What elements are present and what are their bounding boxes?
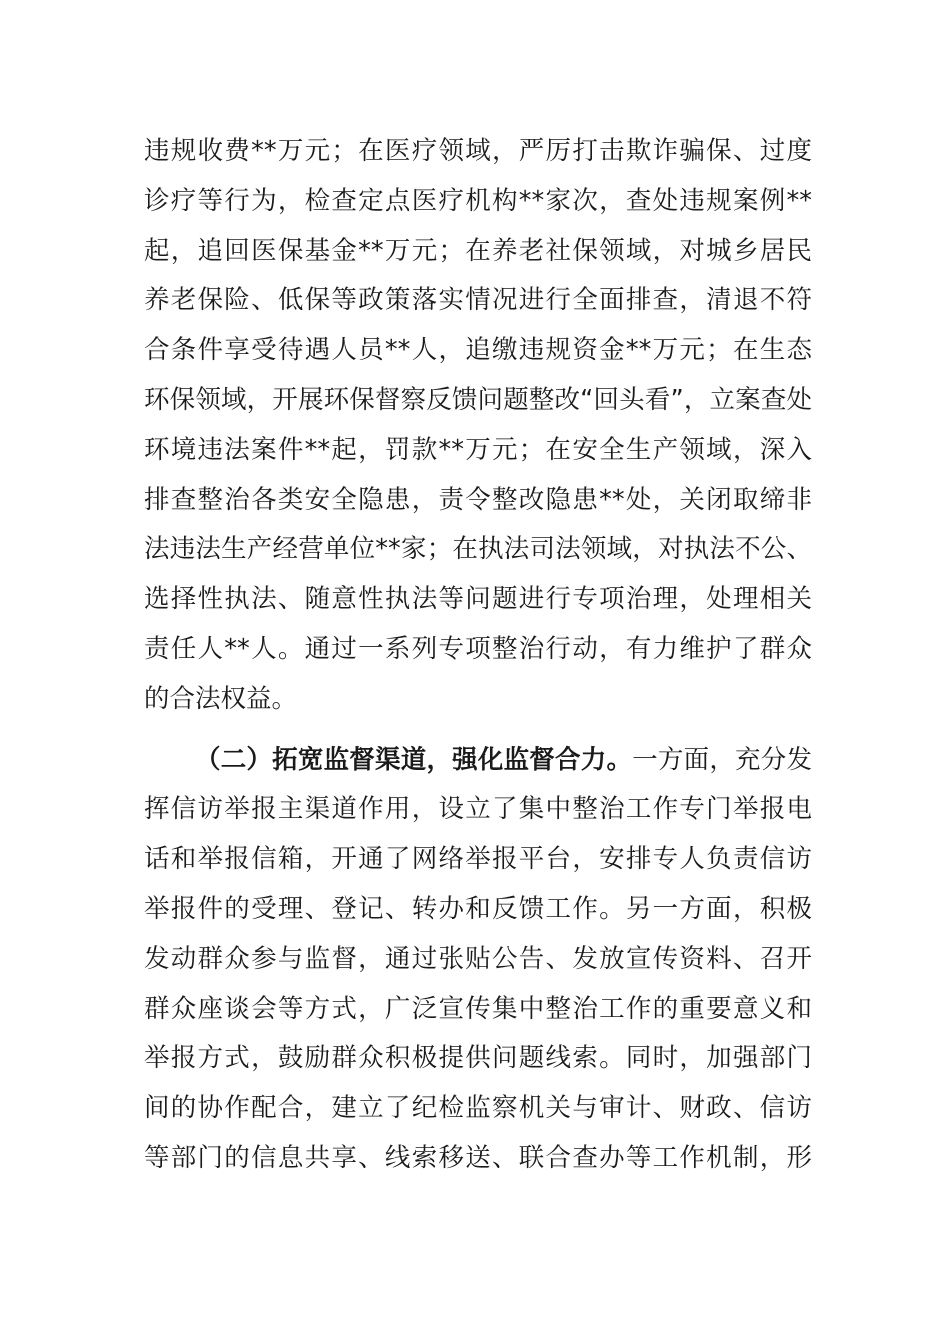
text-line: 举报件的受理、登记、转办和反馈工作。另一方面，积极 [144, 893, 812, 924]
paragraph-2 [144, 736, 812, 1184]
text-line: 排查整治各类安全隐患，责令整改隐患**处，关闭取缔非 [144, 484, 812, 515]
document-body [144, 127, 812, 1184]
text-line: 合条件享受待遇人员**人，追缴违规资金**万元；在生态 [144, 335, 812, 366]
text-line: 养老保险、低保等政策落实情况进行全面排查，清退不符 [144, 285, 812, 316]
text-line: 选择性执法、随意性执法等问题进行专项治理，处理相关 [144, 584, 812, 615]
text-line: 间的协作配合，建立了纪检监察机关与审计、财政、信访 [144, 1093, 812, 1124]
text-line: 举报方式，鼓励群众积极提供问题线索。同时，加强部门 [144, 1043, 812, 1074]
paragraph-2-first-line [144, 736, 812, 786]
text-line: 等部门的信息共享、线索移送、联合查办等工作机制，形 [144, 1142, 812, 1173]
text-line: 发动群众参与监督，通过张贴公告、发放宣传资料、召开 [144, 943, 812, 974]
paragraph-spacing [144, 725, 812, 736]
text-line: 起，追回医保基金**万元；在养老社保领域，对城乡居民 [144, 235, 812, 266]
paragraph-1 [144, 127, 812, 725]
text-line: 诊疗等行为，检查定点医疗机构**家次，查处违规案例** [144, 185, 812, 216]
text-line: 挥信访举报主渠道作用，设立了集中整治工作专门举报电 [144, 794, 812, 825]
text-line: 环保领域，开展环保督察反馈问题整改“回头看”，立案查处 [144, 384, 812, 415]
text-line: 话和举报信箱，开通了网络举报平台，安排专人负责信访 [144, 844, 812, 875]
section-heading: （二）拓宽监督渠道，强化监督合力。 [195, 744, 633, 775]
text-line: 法违法生产经营单位**家；在执法司法领域，对执法不公、 [144, 534, 812, 565]
heading-line-continuation: 一方面，充分发 [632, 744, 812, 775]
text-line: 群众座谈会等方式，广泛宣传集中整治工作的重要意义和 [144, 993, 812, 1024]
text-line: 环境违法案件**起，罚款**万元；在安全生产领域，深入 [144, 434, 812, 465]
text-line: 责任人**人。通过一系列专项整治行动，有力维护了群众 [144, 633, 812, 664]
text-line: 的合法权益。 [144, 683, 298, 714]
text-line: 违规收费**万元；在医疗领域，严厉打击欺诈骗保、过度 [144, 136, 812, 166]
